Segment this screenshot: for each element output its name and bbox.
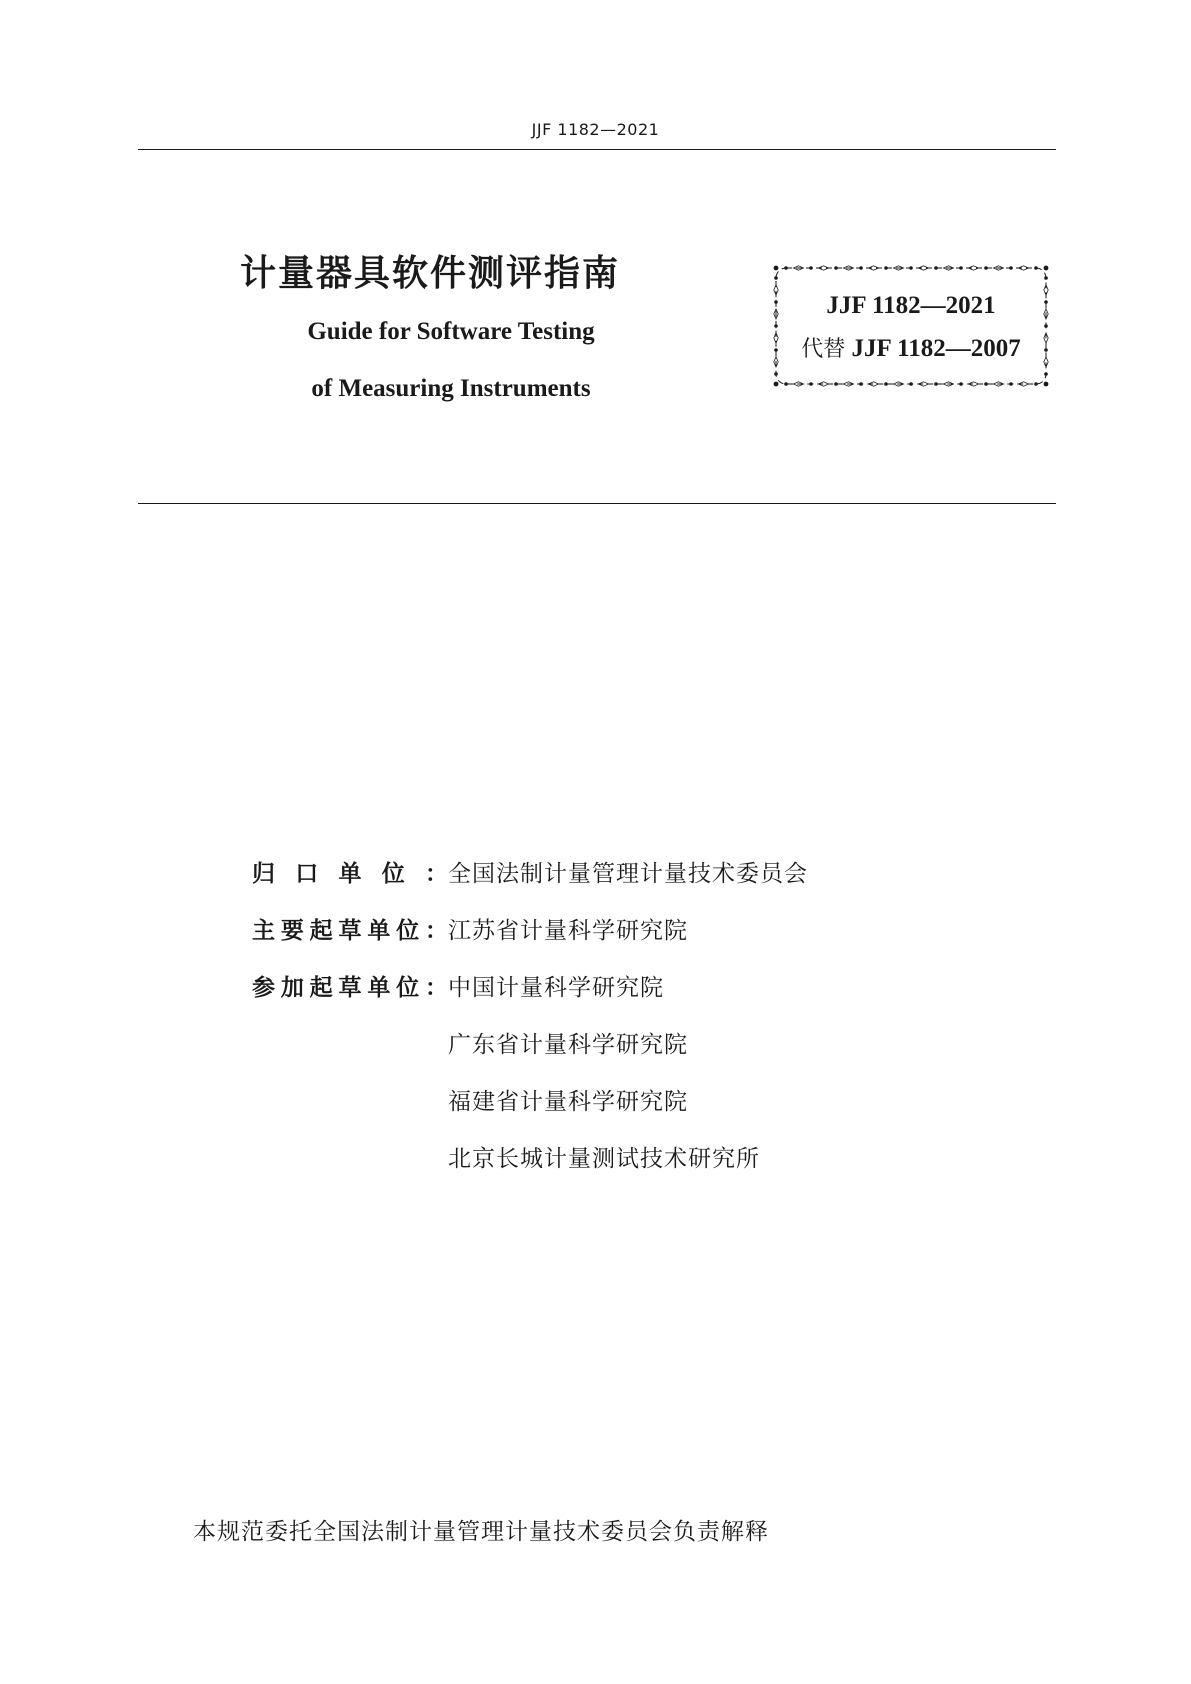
- header-standard-code: JJF 1182—2021: [531, 120, 660, 139]
- bottom-divider: [138, 503, 1056, 504]
- current-standard-code: JJF 1182—2021: [826, 292, 996, 319]
- org-label-participating: 参 加 起 草 单 位 ：: [252, 975, 448, 1001]
- replaced-standard-line: [772, 332, 1050, 363]
- document-title-chinese: 计量器具软件测评指南: [240, 253, 621, 294]
- org-value-participating: 福建省计量科学研究院: [448, 1089, 688, 1115]
- org-value-participating: 北京长城计量测试技术研究所: [448, 1146, 760, 1172]
- top-divider: [138, 149, 1056, 150]
- document-title-english-line1: Guide for Software Testing: [307, 318, 595, 345]
- org-value-responsible: 全国法制计量管理计量技术委员会: [448, 861, 808, 887]
- org-label-main-drafter: 主 要 起 草 单 位 ：: [252, 918, 448, 944]
- replaces-prefix: 代替: [801, 337, 846, 362]
- org-label-responsible: 归 口 单 位 ：: [252, 861, 448, 887]
- org-value-participating: 中国计量科学研究院: [448, 975, 664, 1001]
- document-title-english-line2: of Measuring Instruments: [311, 375, 591, 402]
- org-value-participating: 广东省计量科学研究院: [448, 1032, 688, 1058]
- decorative-frame: [772, 264, 1050, 388]
- standard-code-box: [772, 264, 1050, 388]
- org-value-main-drafter: 江苏省计量科学研究院: [448, 918, 688, 944]
- interpretation-note: 本规范委托全国法制计量管理计量技术委员会负责解释: [193, 1519, 769, 1545]
- replaced-standard-code: JJF 1182—2007: [851, 335, 1021, 362]
